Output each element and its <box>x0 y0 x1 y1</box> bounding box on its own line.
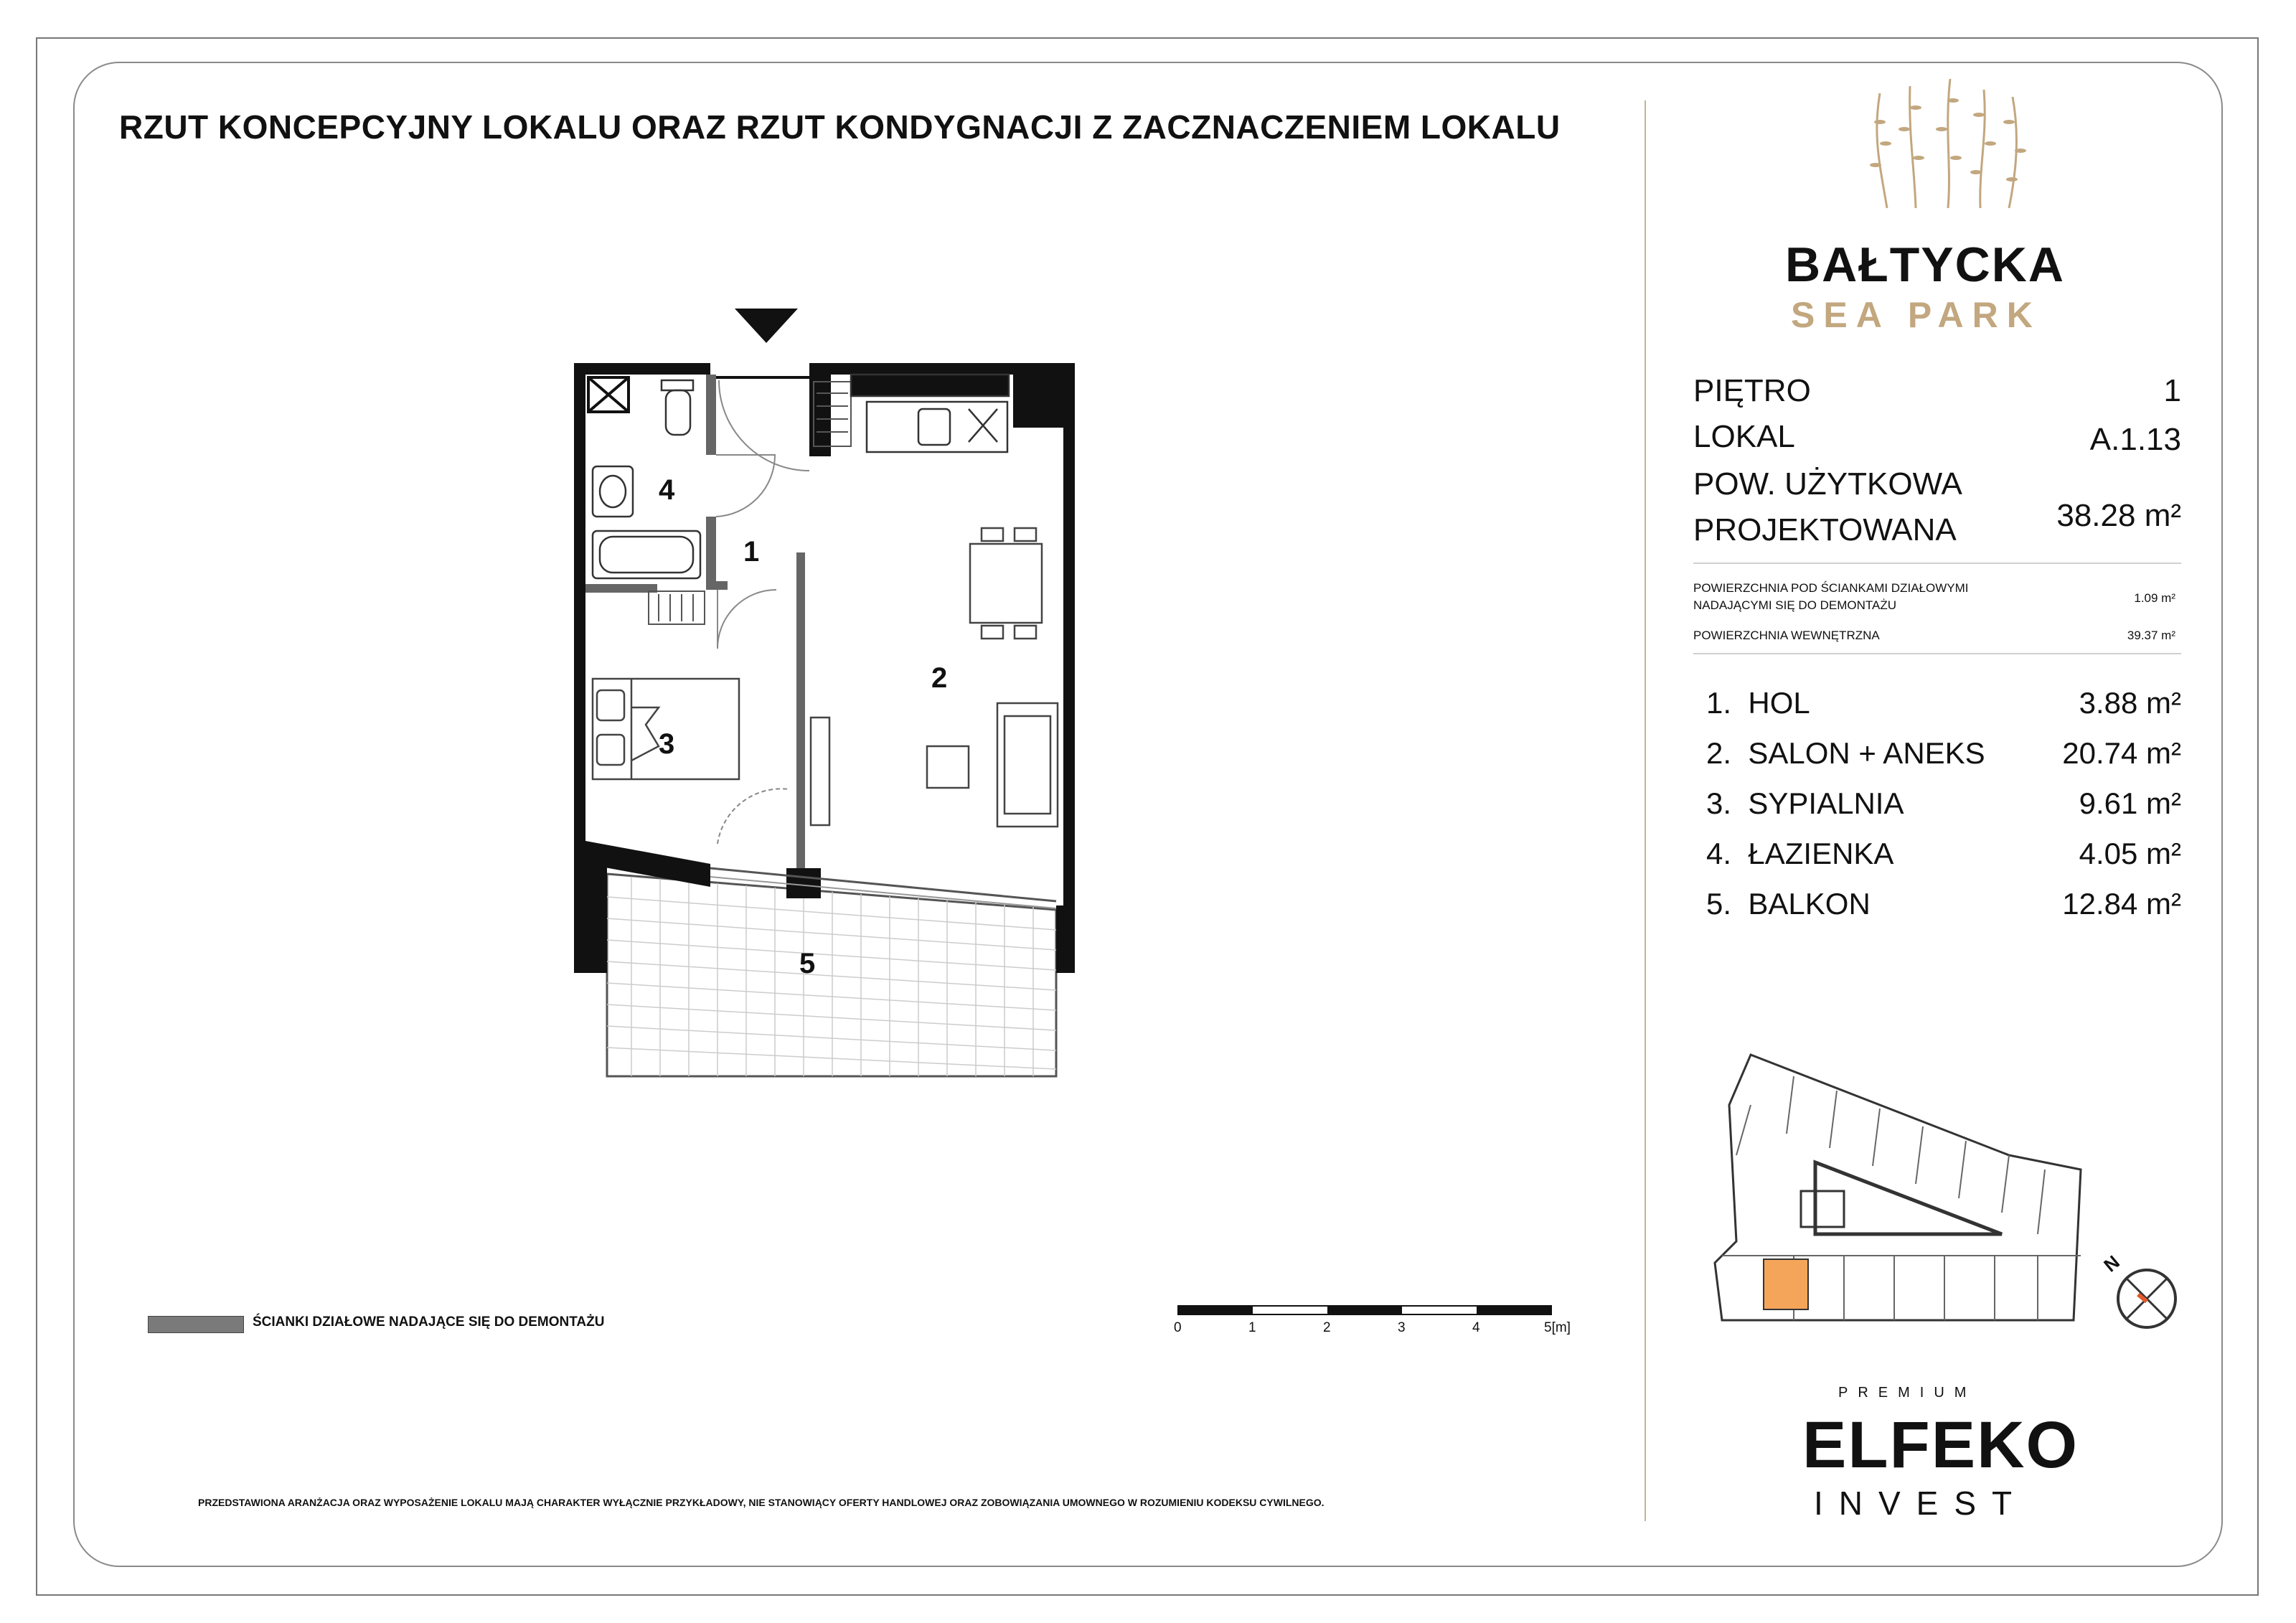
entrance-door-swing <box>719 380 809 471</box>
room-row: 3. SYPIALNIA <box>1706 786 1904 820</box>
room-row: 5. BALKON <box>1706 887 1871 921</box>
scale-label: 4 <box>1472 1320 1480 1335</box>
reed-logo-icon <box>1858 79 2038 215</box>
disclaimer: PRZEDSTAWIONA ARANŻACJA ORAZ WYPOSAŻENIE LOKALU MAJĄ CHARAKTER WYŁĄCZNIE PRZYKŁADOWY, NIE STANOWIĄCY OFERTY HANDLOWEJ ORAZ ZOBOWIĄZANIA UMOWNEGO W ROZUMIENIU KODEKSU CYWILNEGO. <box>198 1497 1325 1508</box>
legend-label: ŚCIANKI DZIAŁOWE NADAJĄCE SIĘ DO DEMONTAŻU <box>253 1314 605 1330</box>
scale-bar <box>1178 1306 1551 1314</box>
room-row: 2. SALON + ANEKS <box>1706 736 1985 770</box>
balcony <box>607 874 1056 1076</box>
scale-label: 5[m] <box>1544 1320 1571 1335</box>
bedroom-door-swing <box>718 590 776 649</box>
dining-table <box>970 528 1042 639</box>
walls-label-2: NADAJĄCYMI SIĘ DO DEMONTAŻU <box>1693 598 1897 612</box>
internal-value: 39.37 m² <box>2127 629 2175 642</box>
scale-label: 2 <box>1323 1320 1331 1335</box>
scale-label: 3 <box>1398 1320 1406 1335</box>
balcony-door-swing <box>718 789 789 844</box>
column-divider <box>1645 100 1646 1521</box>
room-row: 1. HOL <box>1706 686 1810 720</box>
page-title: RZUT KONCEPCYJNY LOKALU ORAZ RZUT KONDYGNACJI Z ZACZNACZENIEM LOKALU <box>119 108 1561 146</box>
developer-name: ELFEKO <box>1802 1408 2079 1482</box>
room-area: 3.88 m² <box>2079 686 2181 720</box>
floor-value: 1 <box>2163 373 2181 408</box>
entrance-marker <box>735 309 798 343</box>
interior-walls <box>585 375 805 868</box>
divider <box>1693 563 2181 564</box>
developer-premium: PREMIUM <box>1838 1385 1977 1401</box>
floor-label: PIĘTRO <box>1693 373 1811 408</box>
room-label-2: 2 <box>931 662 948 694</box>
internal-label: POWIERZCHNIA WEWNĘTRZNA <box>1693 629 1880 642</box>
scale-label: 0 <box>1174 1320 1182 1335</box>
sofa <box>811 703 1058 827</box>
room-area: 20.74 m² <box>2062 736 2181 770</box>
walls-label: POWIERZCHNIA POD ŚCIANKAMI DZIAŁOWYMI <box>1693 581 1969 595</box>
room-label-3: 3 <box>659 728 675 760</box>
kitchen-counter <box>851 375 1009 452</box>
developer-sub: INVEST <box>1814 1485 2028 1522</box>
unit-highlight <box>1764 1259 1808 1309</box>
brand-name: BAŁTYCKA <box>1785 237 2065 292</box>
room-area: 4.05 m² <box>2079 837 2181 870</box>
legend-swatch <box>148 1316 244 1333</box>
bathroom-door-swing <box>716 455 775 517</box>
compass-north-label: N <box>2099 1251 2124 1276</box>
brand-subtitle: SEA PARK <box>1791 295 2041 335</box>
unit-label: LOKAL <box>1693 419 1795 454</box>
area-value: 38.28 m² <box>2056 498 2181 533</box>
area-label-2: PROJEKTOWANA <box>1693 512 1957 547</box>
room-label-1: 1 <box>743 536 760 568</box>
room-area: 9.61 m² <box>2079 786 2181 820</box>
area-label: POW. UŻYTKOWA <box>1693 466 1962 502</box>
divider <box>1693 653 2181 654</box>
room-row: 4. ŁAZIENKA <box>1706 837 1894 870</box>
walls-value: 1.09 m² <box>2134 591 2175 605</box>
unit-value: A.1.13 <box>2089 422 2181 457</box>
room-label-5: 5 <box>799 948 816 979</box>
scale-label: 1 <box>1248 1320 1256 1335</box>
room-label-4: 4 <box>659 474 675 506</box>
bathroom-fixtures <box>593 380 700 578</box>
room-area: 12.84 m² <box>2062 887 2181 921</box>
